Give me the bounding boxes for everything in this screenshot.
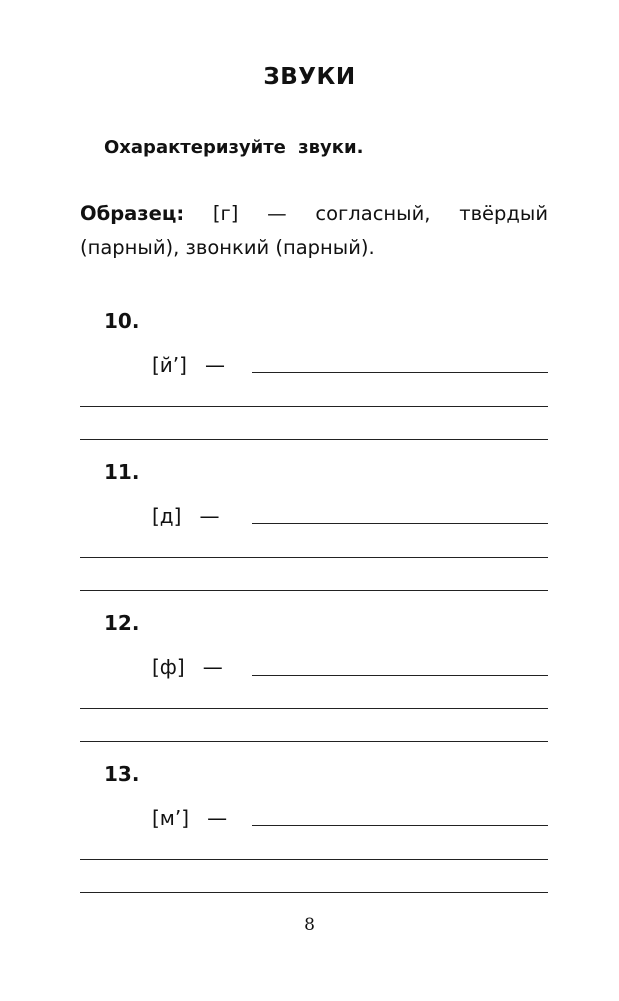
task-number: 11. bbox=[104, 460, 140, 484]
answer-line[interactable] bbox=[80, 859, 548, 860]
answer-line[interactable] bbox=[80, 708, 548, 709]
sound-label: [ф] bbox=[152, 655, 185, 679]
answer-line[interactable] bbox=[252, 372, 548, 373]
answer-line[interactable] bbox=[252, 825, 548, 826]
task-sound bbox=[152, 655, 223, 679]
task-number: 13. bbox=[104, 762, 140, 786]
page-title: ЗВУКИ bbox=[263, 64, 356, 90]
answer-line[interactable] bbox=[252, 675, 548, 676]
task-sound bbox=[152, 504, 219, 528]
sample-label: Образец: bbox=[80, 202, 185, 225]
answer-line[interactable] bbox=[80, 741, 548, 742]
page-number: 8 bbox=[304, 915, 315, 935]
answer-line[interactable] bbox=[252, 523, 548, 524]
sound-label: [м’] bbox=[152, 806, 190, 830]
answer-line[interactable] bbox=[80, 590, 548, 591]
sample-paragraph bbox=[80, 197, 548, 265]
answer-line[interactable] bbox=[80, 892, 548, 893]
instruction: Охарактеризуйте звуки. bbox=[104, 137, 364, 158]
sound-label: [й’] bbox=[152, 353, 187, 377]
task-sound bbox=[152, 806, 227, 830]
answer-line[interactable] bbox=[80, 406, 548, 407]
task-sound bbox=[152, 353, 225, 377]
sample-text: [г] — согласный, твёрдый (парный), звонкий (парный). bbox=[80, 202, 548, 259]
dash: — bbox=[202, 655, 223, 679]
dash: — bbox=[207, 806, 228, 830]
task-number: 12. bbox=[104, 611, 140, 635]
answer-line[interactable] bbox=[80, 439, 548, 440]
answer-line[interactable] bbox=[80, 557, 548, 558]
dash: — bbox=[204, 353, 225, 377]
dash: — bbox=[199, 504, 220, 528]
task-number: 10. bbox=[104, 309, 140, 333]
sound-label: [д] bbox=[152, 504, 182, 528]
